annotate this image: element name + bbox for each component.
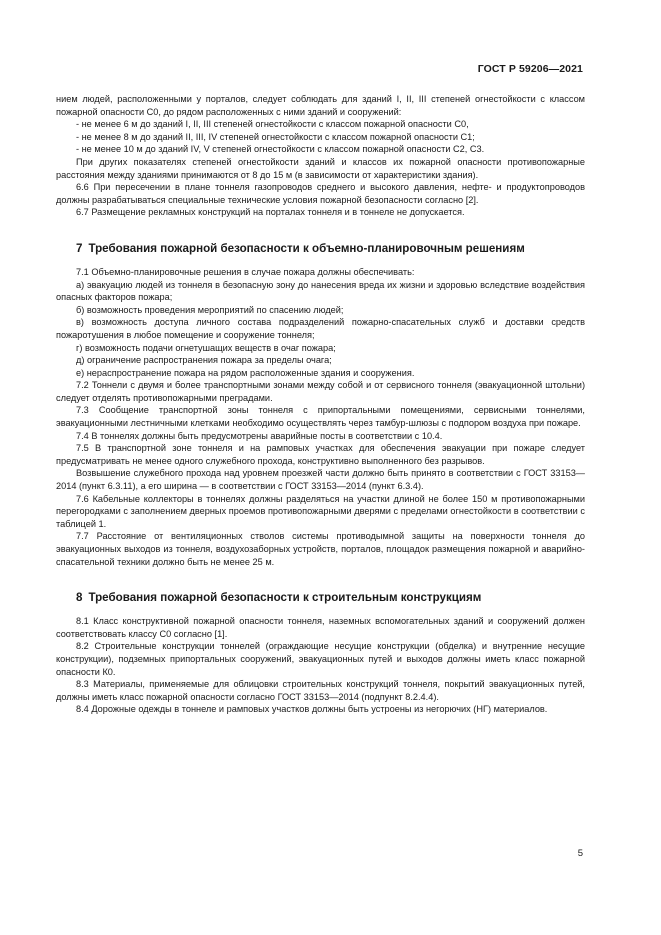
paragraph-7-4: 7.4 В тоннелях должны быть предусмотрены аварийные посты в соответствии с 10.4. bbox=[76, 430, 443, 441]
paragraph-7-6: 7.6 Кабельные коллекторы в тоннелях должны разделяться на участки длиной не более 150 м противопожарными перегородками с заполнением дверных проемов противопожарными дверями с пределами огнестойкости в соответствии с таблицей 1. bbox=[56, 493, 585, 529]
paragraph-8-2: 8.2 Строительные конструкции тоннелей (ограждающие несущие конструкции (обделка) и внутренние несущие конструкции), подземных припортальных сооружений, эвакуационных путей и выходов должны иметь класс пожарной опасности К0. bbox=[56, 641, 585, 677]
paragraph-7-5-continued: Возвышение служебного прохода над уровнем проезжей части должно быть принято в соответствии с ГОСТ 33153—2014 (пункт 6.3.11), а его ширина — в соответствии с ГОСТ 33153—2014 (пункт 6.3.4). bbox=[56, 468, 585, 492]
paragraph-continuation: нием людей, расположенными у порталов, следует соблюдать для зданий I, II, III степеней огнестойкости с классом пожарной опасности С0, до рядом расположенных с ними зданий и сооружений: bbox=[56, 94, 585, 117]
section-7-title: Требования пожарной безопасности к объемно-планировочным решениям bbox=[88, 241, 525, 255]
list-item: е) нераспространение пожара на рядом расположенные здания и сооружения. bbox=[76, 367, 415, 378]
section-7-heading bbox=[56, 241, 585, 256]
section-7-number: 7 bbox=[76, 241, 83, 255]
list-item: - не менее 10 м до зданий IV, V степеней огнестойкости с классом пожарной опасности С2, С3. bbox=[76, 144, 485, 155]
paragraph: При других показателях степеней огнестойкости зданий и классов их пожарной опасности противопожарные расстояния между зданиями принимаются от 8 до 15 м (в зависимости от характеристики здания). bbox=[56, 156, 585, 180]
paragraph-7-3: 7.3 Сообщение транспортной зоны тоннеля с припортальными помещениями, сервисными тоннелями, эвакуационными лестничными клетками необходимо осуществлять через тамбур-шлюзы с подпором воздуха при пожаре. bbox=[56, 405, 585, 429]
list-item: а) эвакуацию людей из тоннеля в безопасную зону до нанесения вреда их жизни и здоровью вследствие воздействия опасных факторов пожара; bbox=[56, 279, 585, 303]
list-item: - не менее 8 м до зданий II, III, IV степеней огнестойкости с классом пожарной опасности С1; bbox=[76, 131, 475, 142]
section-8-heading bbox=[56, 590, 585, 605]
page-number: 5 bbox=[577, 848, 583, 859]
paragraph-8-4: 8.4 Дорожные одежды в тоннеле и рамповых участков должны быть устроены из негорючих (НГ) материалов. bbox=[76, 704, 548, 715]
section-8-number: 8 bbox=[76, 591, 83, 605]
paragraph-7-2: 7.2 Тоннели с двумя и более транспортными зонами между собой и от сервисного тоннеля (эвакуационной штольни) следует отделять противопожарными преградами. bbox=[56, 380, 585, 403]
paragraph-6-6: 6.6 При пересечении в плане тоннеля газопроводов среднего и высокого давления, нефте- и продуктопроводов должны разрабатываться специальные технические условия пожарной безопасности согласно [2]. bbox=[56, 182, 585, 205]
section-8-title: Требования пожарной безопасности к строительным конструкциям bbox=[88, 591, 482, 605]
paragraph-7-5: 7.5 В транспортной зоне тоннеля и на рамповых участках для обеспечения эвакуации при пожаре следует предусматривать не менее одного служебного прохода, конструктивно выполненного без разрывов. bbox=[56, 443, 585, 466]
list-item: г) возможность подачи огнетушащих веществ в очаг пожара; bbox=[76, 342, 336, 353]
list-item: - не менее 6 м до зданий I, II, III степеней огнестойкости с классом пожарной опасности С0, bbox=[76, 119, 469, 130]
paragraph-7-1: 7.1 Объемно-планировочные решения в случае пожара должны обеспечивать: bbox=[76, 266, 415, 277]
list-item: д) ограничение распространения пожара за пределы очага; bbox=[76, 355, 332, 366]
paragraph-6-7: 6.7 Размещение рекламных конструкций на порталах тоннеля и в тоннеле не допускается. bbox=[76, 207, 465, 218]
document-body bbox=[56, 93, 585, 716]
list-item: в) возможность доступа личного состава подразделений пожарно-спасательных служб и доставки средств пожаротушения в любое помещение и сооружение тоннеля; bbox=[56, 317, 585, 340]
document-header: ГОСТ Р 59206—2021 bbox=[477, 63, 583, 75]
paragraph-8-1: 8.1 Класс конструктивной пожарной опасности тоннеля, наземных вспомогательных зданий и сооружений должен соответствовать классу С0 согласно [1]. bbox=[56, 616, 585, 639]
paragraph-8-3: 8.3 Материалы, применяемые для облицовки строительных конструкций тоннеля, покрытий эвакуационных путей, должны иметь класс пожарной опасности согласно ГОСТ 33153—2014 (подпункт 8.2.4.4). bbox=[56, 679, 585, 702]
paragraph-7-7: 7.7 Расстояние от вентиляционных стволов системы противодымной защиты на поверхности тоннеля до эвакуационных выходов из тоннеля, воздухозаборных устройств, порталов, площадок размещения пожарной и аварийно-спасательной техники должно быть не менее 25 м. bbox=[56, 531, 585, 567]
list-item: б) возможность проведения мероприятий по спасению людей; bbox=[76, 304, 344, 315]
